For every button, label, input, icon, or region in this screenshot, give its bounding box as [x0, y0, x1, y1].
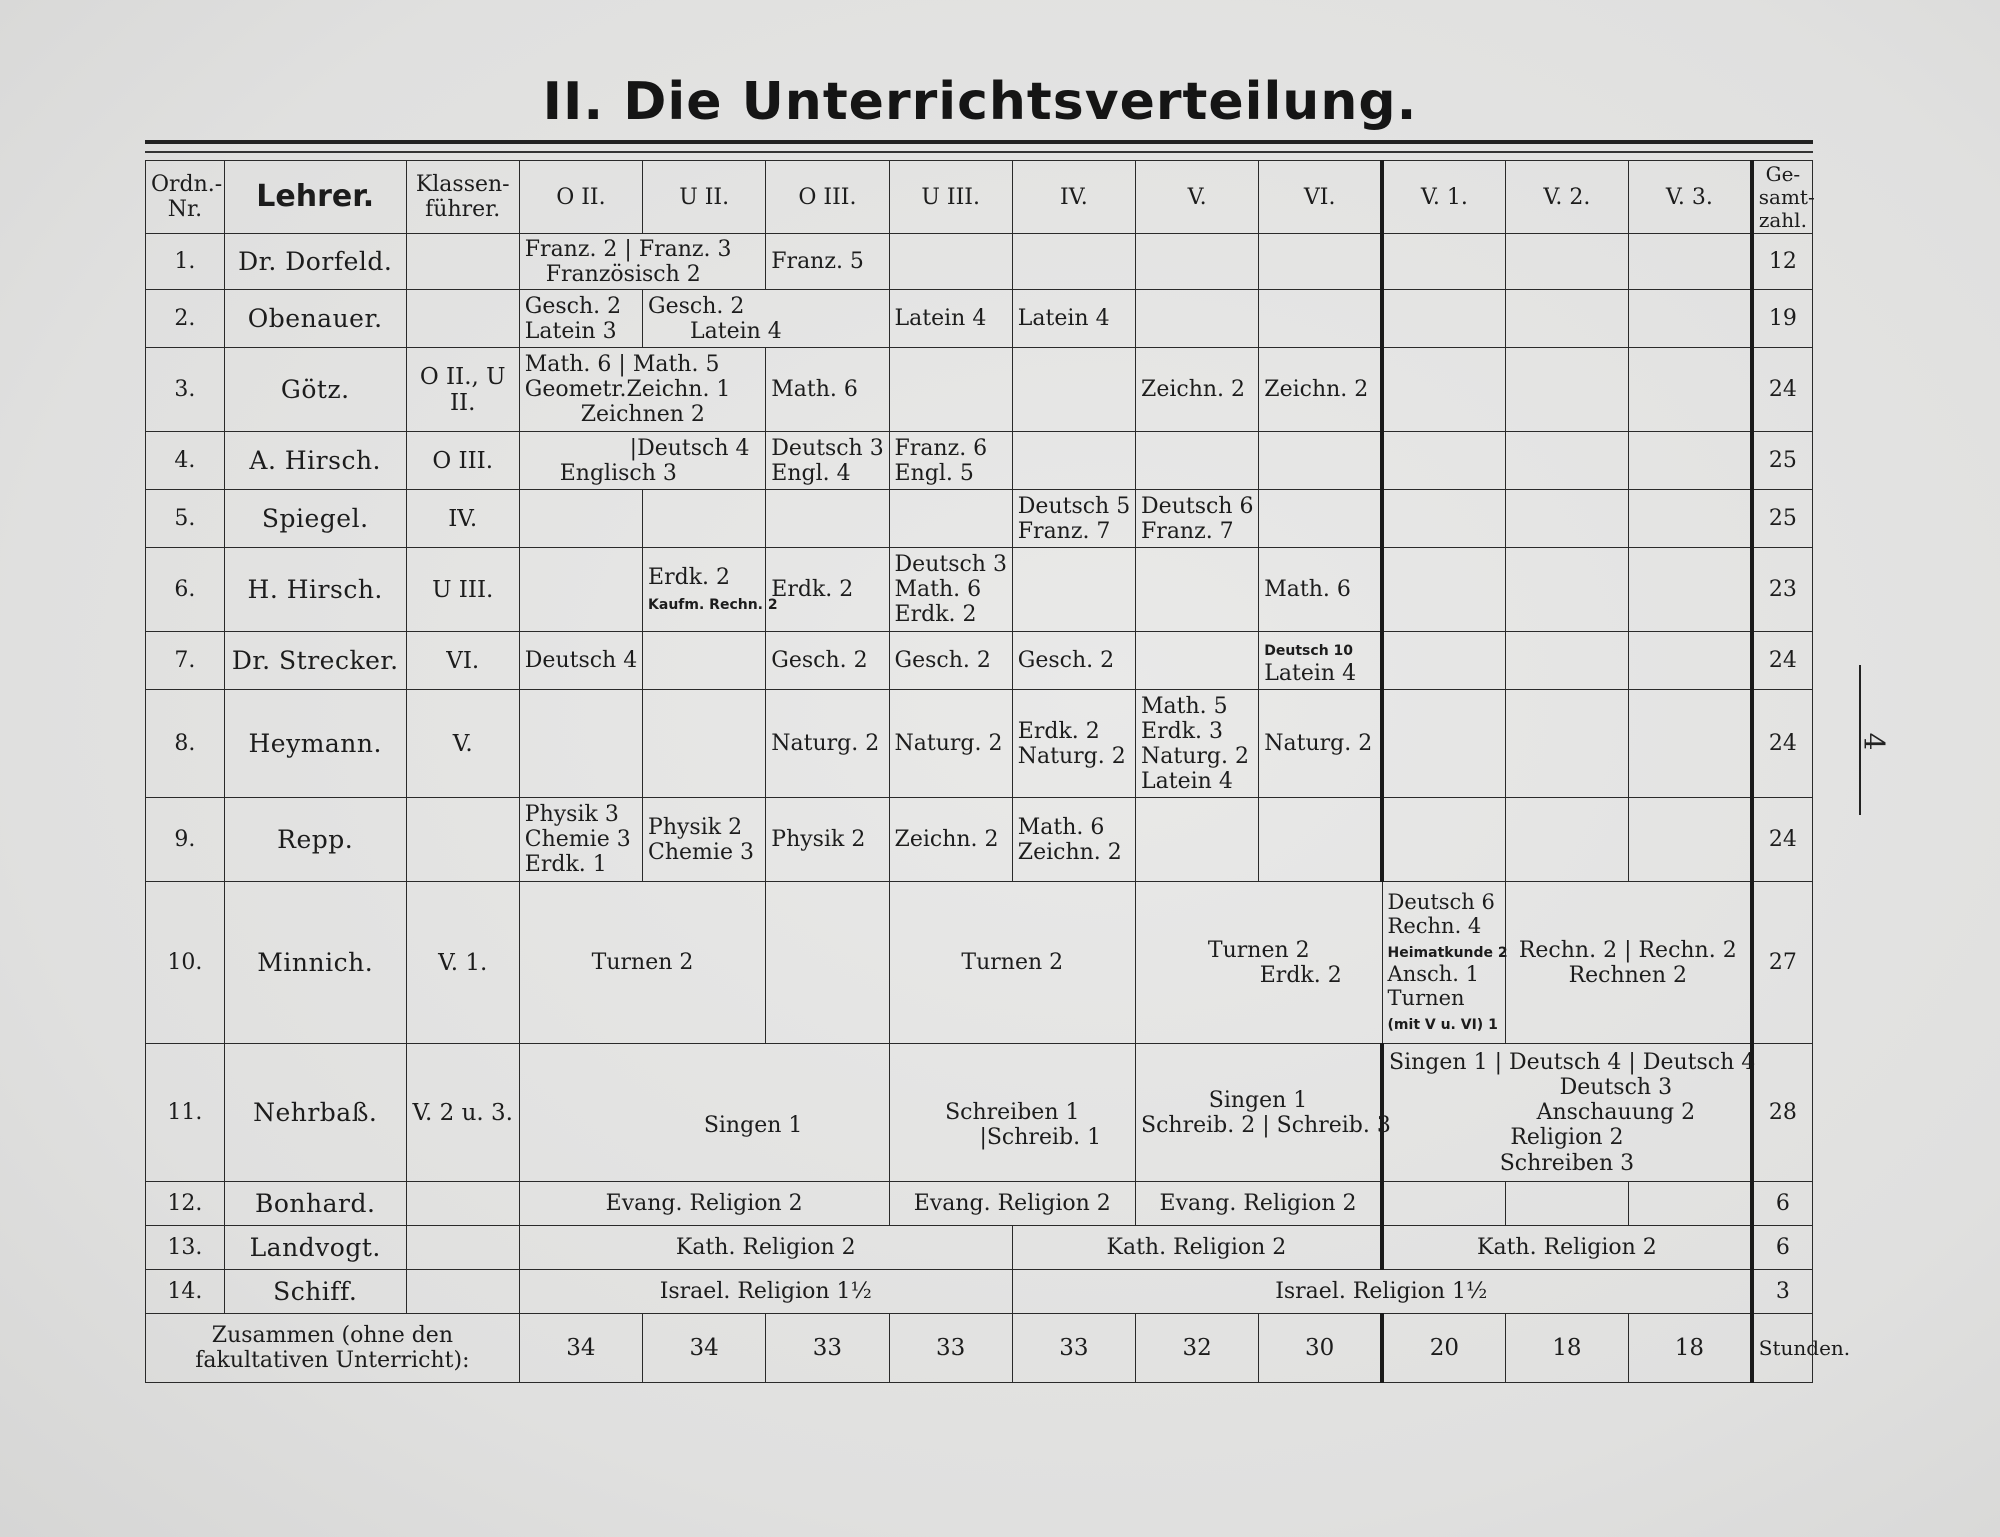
teacher-name: A. Hirsch. [224, 432, 406, 490]
row-total: 27 [1752, 882, 1813, 1044]
header-class: V. [1136, 161, 1259, 234]
row-number: 2. [146, 290, 225, 348]
lesson-cell: Singen 1 [519, 1044, 889, 1182]
page-title: II. Die Unterrichtsverteilung. [542, 72, 1418, 132]
lesson-cell: Latein 4 [889, 290, 1012, 348]
row-total: 3 [1752, 1270, 1813, 1314]
teacher-name: Minnich. [224, 882, 406, 1044]
header-class: IV. [1012, 161, 1135, 234]
row-total: 28 [1752, 1044, 1813, 1182]
lesson-cell: Deutsch 6 Rechn. 4 Heimatkunde 2 Ansch. 1 Turnen (mit V u. VI) 1 [1382, 882, 1505, 1044]
class-leader [406, 1226, 519, 1270]
lesson-cell: Deutsch 6 Franz. 7 [1136, 490, 1259, 548]
header-klassenfuehrer: Klassen- führer. [406, 161, 519, 234]
lesson-cell: Gesch. 2 [889, 632, 1012, 690]
class-leader: VI. [406, 632, 519, 690]
sum-label: Zusammen (ohne den fakultativen Unterricht): [146, 1314, 520, 1383]
row-number: 3. [146, 348, 225, 432]
class-leader: V. [406, 690, 519, 798]
header-class: V. 2. [1505, 161, 1628, 234]
class-leader: U III. [406, 548, 519, 632]
lesson-cell: Evang. Religion 2 [889, 1182, 1136, 1226]
lesson-cell: Deutsch 10 Latein 4 [1259, 632, 1382, 690]
teacher-name: Heymann. [224, 690, 406, 798]
class-leader: O III. [406, 432, 519, 490]
header-ordn: Ordn.- Nr. [146, 161, 225, 234]
header-class: V. 1. [1382, 161, 1505, 234]
lesson-cell: Zeichn. 2 [1136, 348, 1259, 432]
row-total: 24 [1752, 348, 1813, 432]
lesson-cell: Franz. 5 [766, 234, 889, 290]
table-row [146, 1270, 1813, 1314]
sum-value: 18 [1629, 1314, 1752, 1383]
header-class: V. 3. [1629, 161, 1752, 234]
header-row [146, 161, 1813, 234]
lesson-cell: Turnen 2 [889, 882, 1136, 1044]
row-total: 25 [1752, 490, 1813, 548]
lesson-cell: Physik 3 Chemie 3 Erdk. 1 [519, 798, 642, 882]
row-number: 11. [146, 1044, 225, 1182]
row-number: 6. [146, 548, 225, 632]
row-total: 24 [1752, 798, 1813, 882]
class-leader: V. 1. [406, 882, 519, 1044]
row-total: 6 [1752, 1182, 1813, 1226]
teacher-name: Schiff. [224, 1270, 406, 1314]
lesson-cell: Physik 2 Chemie 3 [643, 798, 766, 882]
sum-value: 33 [766, 1314, 889, 1383]
lesson-cell: Erdk. 2 Naturg. 2 [1012, 690, 1135, 798]
class-leader [406, 234, 519, 290]
lesson-cell: Deutsch 3 Engl. 4 [766, 432, 889, 490]
lesson-cell: Gesch. 2 [766, 632, 889, 690]
class-leader [406, 290, 519, 348]
row-number: 7. [146, 632, 225, 690]
row-number: 12. [146, 1182, 225, 1226]
table-row [146, 290, 1813, 348]
table-row [146, 882, 1813, 1044]
lesson-cell: Schreiben 1 |Schreib. 1 [889, 1044, 1136, 1182]
lesson-cell: Math. 6 | Math. 5 Geometr.Zeichn. 1 Zeichnen 2 [519, 348, 766, 432]
table-row [146, 1182, 1813, 1226]
lesson-cell: Naturg. 2 [889, 690, 1012, 798]
lesson-cell: Math. 5 Erdk. 3 Naturg. 2 Latein 4 [1136, 690, 1259, 798]
row-total: 24 [1752, 632, 1813, 690]
row-number: 14. [146, 1270, 225, 1314]
class-leader: IV. [406, 490, 519, 548]
lesson-cell: Turnen 2 Erdk. 2 [1136, 882, 1383, 1044]
row-total: 6 [1752, 1226, 1813, 1270]
teacher-name: H. Hirsch. [224, 548, 406, 632]
top-rule-thin [145, 151, 1813, 153]
row-total: 23 [1752, 548, 1813, 632]
lesson-cell: Franz. 2 | Franz. 3 Französisch 2 [519, 234, 766, 290]
class-leader [406, 798, 519, 882]
teacher-name: Obenauer. [224, 290, 406, 348]
lesson-cell: Latein 4 [1012, 290, 1135, 348]
header-gesamt: Ge- samt- zahl. [1752, 161, 1813, 234]
table-row [146, 490, 1813, 548]
table-row [146, 348, 1813, 432]
sum-value: 18 [1505, 1314, 1628, 1383]
lesson-cell: Singen 1 Schreib. 2 | Schreib. 3 [1136, 1044, 1383, 1182]
lesson-cell: Israel. Religion 1½ [519, 1270, 1012, 1314]
lesson-cell: |Deutsch 4 Englisch 3 [519, 432, 766, 490]
sum-value: 34 [643, 1314, 766, 1383]
teacher-name: Bonhard. [224, 1182, 406, 1226]
lesson-cell: Kath. Religion 2 [1382, 1226, 1752, 1270]
header-class: O II. [519, 161, 642, 234]
lesson-cell: Math. 6 Zeichn. 2 [1012, 798, 1135, 882]
lesson-cell: Franz. 6 Engl. 5 [889, 432, 1012, 490]
header-class: O III. [766, 161, 889, 234]
top-rule [145, 140, 1813, 144]
lesson-cell: Deutsch 4 [519, 632, 642, 690]
lesson-cell: Deutsch 5 Franz. 7 [1012, 490, 1135, 548]
lesson-cell: Zeichn. 2 [1259, 348, 1382, 432]
row-total: 25 [1752, 432, 1813, 490]
row-number: 1. [146, 234, 225, 290]
distribution-table [145, 160, 1851, 1383]
row-number: 10. [146, 882, 225, 1044]
teacher-name: Dr. Dorfeld. [224, 234, 406, 290]
lesson-cell: Kath. Religion 2 [1012, 1226, 1382, 1270]
teacher-name: Repp. [224, 798, 406, 882]
page-number [1845, 665, 1905, 825]
table-row [146, 798, 1813, 882]
teacher-name: Dr. Strecker. [224, 632, 406, 690]
header-class: VI. [1259, 161, 1382, 234]
teacher-name: Landvogt. [224, 1226, 406, 1270]
class-leader: O II., U II. [406, 348, 519, 432]
table-row [146, 1226, 1813, 1270]
page-number-digit: 4 [1857, 732, 1891, 751]
sum-value: 30 [1259, 1314, 1382, 1383]
header-lehrer: Lehrer. [224, 161, 406, 234]
sum-value: 34 [519, 1314, 642, 1383]
class-leader [406, 1270, 519, 1314]
row-number: 8. [146, 690, 225, 798]
class-leader [406, 1182, 519, 1226]
table-row [146, 1044, 1813, 1182]
lesson-cell: Naturg. 2 [766, 690, 889, 798]
table-row [146, 690, 1813, 798]
lesson-cell: Evang. Religion 2 [1136, 1182, 1383, 1226]
header-class: U II. [643, 161, 766, 234]
lesson-cell: Naturg. 2 [1259, 690, 1382, 798]
lesson-cell: Gesch. 2 Latein 4 [643, 290, 890, 348]
teacher-name: Nehrbaß. [224, 1044, 406, 1182]
lesson-cell: Erdk. 2 [766, 548, 889, 632]
lesson-cell: Erdk. 2 Kaufm. Rechn. 2 [643, 548, 766, 632]
table-row [146, 432, 1813, 490]
row-number: 4. [146, 432, 225, 490]
lesson-cell: Rechn. 2 | Rechn. 2 Rechnen 2 [1505, 882, 1752, 1044]
table-row [146, 234, 1813, 290]
lesson-cell: Kath. Religion 2 [519, 1226, 1012, 1270]
sum-value: 33 [1012, 1314, 1135, 1383]
lesson-cell: Deutsch 3 Math. 6 Erdk. 2 [889, 548, 1012, 632]
row-number: 5. [146, 490, 225, 548]
sum-value: 33 [889, 1314, 1012, 1383]
lesson-cell: Gesch. 2 Latein 3 [519, 290, 642, 348]
lesson-cell: Physik 2 [766, 798, 889, 882]
table-row [146, 632, 1813, 690]
lesson-cell: Turnen 2 [519, 882, 766, 1044]
lesson-cell: Gesch. 2 [1012, 632, 1135, 690]
row-total: 12 [1752, 234, 1813, 290]
row-number: 13. [146, 1226, 225, 1270]
row-total: 19 [1752, 290, 1813, 348]
lesson-cell: Israel. Religion 1½ [1012, 1270, 1752, 1314]
lesson-cell: Singen 1 | Deutsch 4 | Deutsch 4 Deutsch 3 Anschauung 2 Religion 2 Schreiben 3 [1382, 1044, 1752, 1182]
teacher-name: Götz. [224, 348, 406, 432]
table-row [146, 548, 1813, 632]
lesson-cell: Zeichn. 2 [889, 798, 1012, 882]
row-total: 24 [1752, 690, 1813, 798]
lesson-cell: Math. 6 [1259, 548, 1382, 632]
row-number: 9. [146, 798, 225, 882]
sum-unit: Stunden. [1752, 1314, 1813, 1383]
lesson-cell: Math. 6 [766, 348, 889, 432]
class-leader: V. 2 u. 3. [406, 1044, 519, 1182]
sum-value: 32 [1136, 1314, 1259, 1383]
sum-value: 20 [1382, 1314, 1505, 1383]
sum-row [146, 1314, 1813, 1383]
teacher-name: Spiegel. [224, 490, 406, 548]
header-class: U III. [889, 161, 1012, 234]
lesson-cell: Evang. Religion 2 [519, 1182, 889, 1226]
